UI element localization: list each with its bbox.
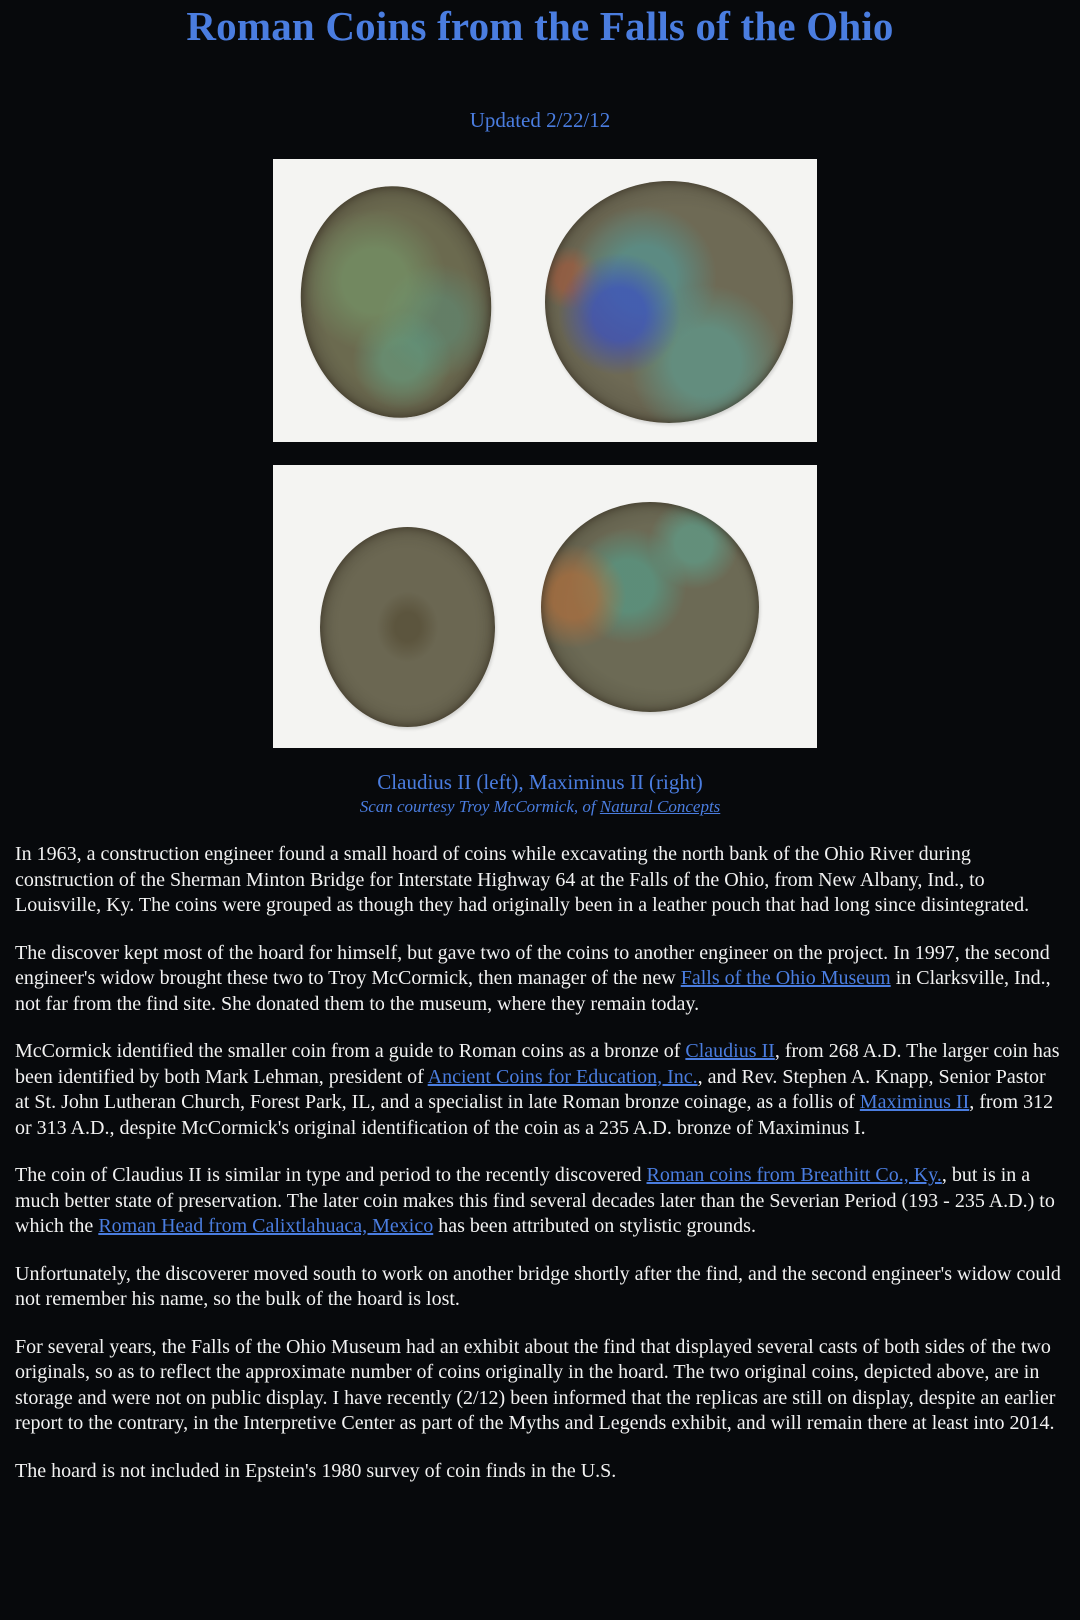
updated-date: Updated 2/22/12 [469,108,611,132]
coin-photo-obverse [273,159,817,442]
ancient-coins-for-education-link[interactable]: Ancient Coins for Education, Inc. [427,1065,698,1088]
text: in Clarksville, Ind., not far from the find site. She donated them to the museum, where they remain today. [15,967,1051,1015]
paragraph-3 [15,1039,1065,1141]
text: , from 268 A.D. The larger coin has been identified by both Mark Lehman, president of [15,1040,1060,1088]
text: The discover kept most of the hoard for himself, but gave two of the coins to another engineer on the project. In 1997, the second engineer's widow brought these two to Troy McCormick, then manager of the new [15,941,1050,989]
maximinus-ii-obverse-image [545,181,793,423]
figure-caption: Claudius II (left), Maximinus II (right) [377,770,703,794]
paragraph-2 [15,941,1065,1018]
text: has been attributed on stylistic grounds. [433,1215,756,1237]
text: McCormick identified the smaller coin from a guide to Roman coins as a bronze of [15,1040,686,1062]
claudius-ii-link[interactable]: Claudius II [685,1040,775,1062]
text: , from 312 or 313 A.D., despite McCormick's original identification of the coin as a 235 A.D. bronze of Maximinus I. [15,1091,1054,1139]
paragraph-5: Unfortunately, the discoverer moved south to work on another bridge shortly after the find, and the second engineer's widow could not remember his name, so the bulk of the hoard is lost. [15,1262,1061,1310]
breathitt-coins-link[interactable]: Roman coins from Breathitt Co., Ky. [646,1164,942,1186]
maximinus-ii-reverse-image [541,502,759,712]
figure-credit [0,797,1080,817]
claudius-ii-obverse-image [289,177,502,428]
coin-photo-reverse [273,465,817,748]
paragraph-6: For several years, the Falls of the Ohio Museum had an exhibit about the find that displayed several casts of both sides of the two originals, so as to reflect the approximate number of coins originally in the hoard. The two original coins, depicted above, are in storage and were not on public display. I have recently (2/12) been informed that the replicas are still on display, despite an earlier report to the contrary, in the Interpretive Center as part of the Myths and Legends exhibit, and will remain there at least into 2014. [15,1335,1056,1434]
maximinus-ii-link[interactable]: Maximinus II [859,1091,970,1113]
article-body [15,842,1065,1506]
text: , and Rev. Stephen A. Knapp, Senior Pastor at St. John Lutheran Church, Forest Park, IL, and a specialist in late Roman bronze coinage, as a follis of [15,1065,1046,1113]
paragraph-7: The hoard is not included in Epstein's 1980 survey of coin finds in the U.S. [15,1459,617,1482]
text: The coin of Claudius II is similar in type and period to the recently discovered [15,1164,647,1186]
page-title: Roman Coins from the Falls of the Ohio [186,3,894,49]
paragraph-4 [15,1163,1065,1240]
natural-concepts-link[interactable]: Natural Concepts [599,797,721,816]
calixtlahuaca-head-link[interactable]: Roman Head from Calixtlahuaca, Mexico [98,1215,434,1237]
credit-text: Scan courtesy Troy McCormick, of [359,797,600,816]
falls-of-the-ohio-museum-link[interactable]: Falls of the Ohio Museum [680,967,891,989]
text: , but is in a much better state of preservation. The later coin makes this find several decades later than the Severian Period (193 - 235 A.D.) to which the [15,1164,1055,1237]
paragraph-1: In 1963, a construction engineer found a small hoard of coins while excavating the north bank of the Ohio River during construction of the Sherman Minton Bridge for Interstate Highway 64 at the Falls of the Ohio, from New Albany, Ind., to Louisville, Ky. The coins were grouped as though they had originally been in a leather pouch that had long since disintegrated. [15,843,1030,916]
claudius-ii-reverse-image [320,527,495,727]
